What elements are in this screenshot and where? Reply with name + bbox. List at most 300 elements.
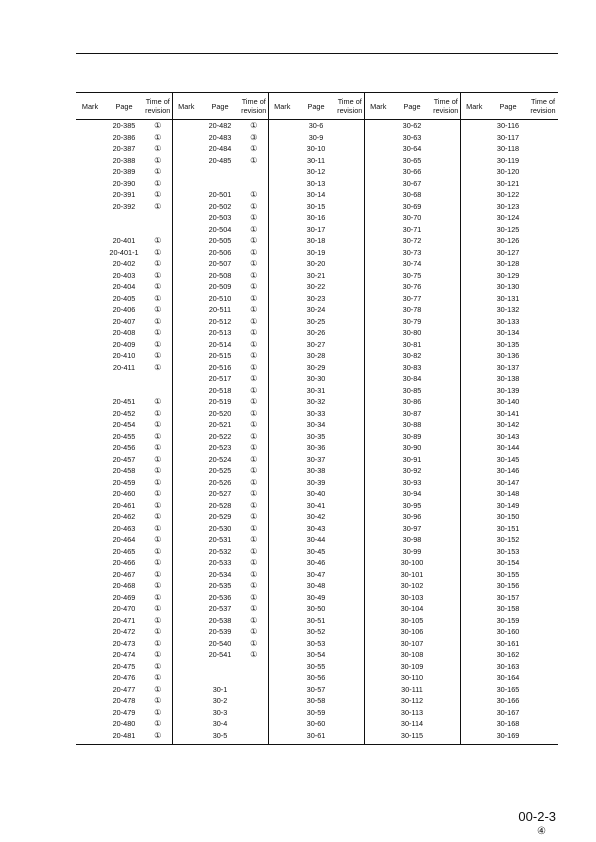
mark-cell <box>268 201 296 213</box>
revision-cell: ① <box>250 535 258 545</box>
mark-cell <box>268 155 296 167</box>
revision-cell <box>432 166 460 178</box>
revision-cell <box>528 385 558 397</box>
mark-cell <box>268 339 296 351</box>
mark-cell <box>76 373 104 385</box>
mark-cell <box>76 477 104 489</box>
mark-cell <box>172 500 200 512</box>
revision-cell: ① <box>154 684 162 694</box>
revision-cell <box>336 258 364 270</box>
page-cell: 20-527 <box>208 489 232 499</box>
mark-cell <box>268 408 296 420</box>
revision-cell <box>528 661 558 673</box>
revision-cell <box>528 488 558 500</box>
mark-cell <box>364 626 392 638</box>
mark-cell <box>268 638 296 650</box>
table-row <box>76 350 558 362</box>
mark-cell <box>76 270 104 282</box>
page-cell: 30-59 <box>306 707 326 717</box>
mark-cell <box>172 224 200 236</box>
table-row <box>76 718 558 730</box>
page-cell: 30-111 <box>401 684 423 694</box>
revision-cell: ① <box>154 121 162 131</box>
revision-cell <box>528 189 558 201</box>
mark-cell <box>268 615 296 627</box>
mark-cell <box>172 258 200 270</box>
mark-cell <box>268 523 296 535</box>
mark-cell <box>76 258 104 270</box>
header-revision-line2: revision <box>530 106 556 115</box>
mark-cell <box>76 132 104 144</box>
table-row <box>76 454 558 466</box>
header-page: Page <box>403 101 421 111</box>
revision-cell <box>528 316 558 328</box>
mark-cell <box>460 626 488 638</box>
page-cell: 30-46 <box>306 558 326 568</box>
page-cell: 20-471 <box>112 615 136 625</box>
page-cell: 30-85 <box>402 385 422 395</box>
table-row <box>76 569 558 581</box>
mark-cell <box>364 557 392 569</box>
table-row <box>76 580 558 592</box>
mark-cell <box>460 316 488 328</box>
page-cell: 20-529 <box>208 512 232 522</box>
revision-cell: ① <box>154 305 162 315</box>
page-cell: 20-466 <box>112 558 136 568</box>
mark-cell <box>268 546 296 558</box>
page-cell: 20-464 <box>112 535 136 545</box>
mark-cell <box>460 546 488 558</box>
page-cell: 20-525 <box>208 466 232 476</box>
mark-cell <box>460 603 488 615</box>
revision-cell <box>240 178 268 190</box>
revision-cell: ① <box>250 408 258 418</box>
table-row <box>76 615 558 627</box>
mark-cell <box>460 201 488 213</box>
mark-cell <box>76 247 104 259</box>
page-cell: 20-469 <box>112 592 136 602</box>
mark-cell <box>172 638 200 650</box>
revision-cell: ① <box>154 638 162 648</box>
revision-cell: ① <box>154 144 162 154</box>
mark-cell <box>268 557 296 569</box>
page-cell: 30-105 <box>400 615 424 625</box>
page-cell: 30-70 <box>402 213 422 223</box>
mark-cell <box>460 615 488 627</box>
page-cell: 30-121 <box>496 178 520 188</box>
mark-cell <box>460 488 488 500</box>
page-cell: 30-165 <box>496 684 520 694</box>
page-cell: 30-84 <box>402 374 422 384</box>
mark-cell <box>364 707 392 719</box>
page-cell: 30-37 <box>306 454 326 464</box>
revision-cell: ① <box>250 328 258 338</box>
mark-cell <box>364 672 392 684</box>
revision-cell: ① <box>250 431 258 441</box>
page-cell: 30-118 <box>496 144 520 154</box>
revision-cell <box>336 235 364 247</box>
mark-cell <box>268 419 296 431</box>
page-cell: 30-158 <box>496 604 520 614</box>
mark-cell <box>268 569 296 581</box>
mark-cell <box>364 247 392 259</box>
page-cell: 30-29 <box>306 362 326 372</box>
page-cell: 20-511 <box>208 305 232 315</box>
revision-cell <box>432 339 460 351</box>
mark-cell <box>460 557 488 569</box>
page-cell: 20-391 <box>112 190 136 200</box>
page-cell: 20-404 <box>112 282 136 292</box>
page-cell: 30-76 <box>402 282 422 292</box>
mark-cell <box>268 672 296 684</box>
mark-cell <box>460 500 488 512</box>
page-cell: 30-32 <box>306 397 326 407</box>
page-cell: 30-40 <box>306 489 326 499</box>
mark-cell <box>76 442 104 454</box>
revision-cell: ① <box>250 454 258 464</box>
mark-cell <box>172 672 200 684</box>
mark-cell <box>268 488 296 500</box>
page-cell: 30-149 <box>496 500 520 510</box>
mark-cell <box>172 304 200 316</box>
mark-cell <box>76 603 104 615</box>
revision-cell <box>528 270 558 282</box>
page-cell: 20-538 <box>208 615 232 625</box>
revision-cell: ① <box>154 546 162 556</box>
page-cell: 30-55 <box>306 661 326 671</box>
mark-cell <box>460 373 488 385</box>
page-cell: 20-402 <box>112 259 136 269</box>
mark-cell <box>76 465 104 477</box>
page-cell: 30-75 <box>402 270 422 280</box>
revision-cell <box>528 626 558 638</box>
mark-cell <box>76 189 104 201</box>
page-cell: 30-9 <box>308 132 324 142</box>
header-mark: Mark <box>172 93 200 120</box>
page-cell: 30-82 <box>402 351 422 361</box>
revision-cell <box>336 569 364 581</box>
revision-cell <box>336 592 364 604</box>
revision-cell <box>432 511 460 523</box>
mark-cell <box>364 270 392 282</box>
mark-cell <box>460 569 488 581</box>
revision-cell <box>528 569 558 581</box>
mark-cell <box>364 385 392 397</box>
mark-cell <box>460 442 488 454</box>
page-cell: 20-460 <box>112 489 136 499</box>
revision-cell <box>432 293 460 305</box>
revision-cell <box>336 488 364 500</box>
page-cell: 30-13 <box>306 178 326 188</box>
page-cell: 30-117 <box>496 132 520 142</box>
table-row <box>76 730 558 745</box>
table-row <box>76 258 558 270</box>
revision-cell <box>528 580 558 592</box>
revision-cell <box>432 258 460 270</box>
header-page: Page <box>115 101 133 111</box>
revision-cell <box>528 419 558 431</box>
revision-cell <box>240 718 268 730</box>
mark-cell <box>172 718 200 730</box>
table-row <box>76 201 558 213</box>
revision-cell <box>432 661 460 673</box>
revision-cell <box>432 178 460 190</box>
page-cell: 30-27 <box>306 339 326 349</box>
page-cell: 30-80 <box>402 328 422 338</box>
mark-cell <box>172 270 200 282</box>
page-cell: 30-161 <box>496 638 520 648</box>
header-revision-line1: Time of <box>433 97 458 106</box>
page-cell: 30-143 <box>496 431 520 441</box>
mark-cell <box>172 339 200 351</box>
mark-cell <box>76 718 104 730</box>
page-cell: 30-124 <box>496 213 520 223</box>
revision-cell <box>528 557 558 569</box>
mark-cell <box>364 546 392 558</box>
table-row <box>76 638 558 650</box>
revision-cell <box>432 304 460 316</box>
page-cell: 30-62 <box>402 121 422 131</box>
page-cell: 30-14 <box>306 190 326 200</box>
revision-cell <box>528 684 558 696</box>
mark-cell <box>364 396 392 408</box>
table-body <box>76 120 558 745</box>
header-revision-line2: revision <box>241 106 267 115</box>
revision-cell: ① <box>154 328 162 338</box>
revision-cell <box>432 431 460 443</box>
page-cell: 30-100 <box>400 558 424 568</box>
page-cell: 30-142 <box>496 420 520 430</box>
mark-cell <box>364 166 392 178</box>
table-row <box>76 603 558 615</box>
revision-cell: ① <box>154 661 162 671</box>
revision-cell: ① <box>154 696 162 706</box>
mark-cell <box>364 327 392 339</box>
revision-cell: ① <box>154 707 162 717</box>
mark-cell <box>76 638 104 650</box>
mark-cell <box>76 431 104 443</box>
mark-cell <box>172 534 200 546</box>
revision-cell <box>432 500 460 512</box>
page-cell: 30-11 <box>306 155 326 165</box>
page-cell: 30-115 <box>400 730 424 740</box>
page-cell: 30-90 <box>402 443 422 453</box>
page-cell: 30-21 <box>306 270 326 280</box>
table-row <box>76 327 558 339</box>
mark-cell <box>460 327 488 339</box>
page-cell: 30-1 <box>212 684 228 694</box>
mark-cell <box>268 511 296 523</box>
revision-cell <box>528 672 558 684</box>
table-row <box>76 442 558 454</box>
header-revision-line1: Time of <box>145 97 170 106</box>
revision-cell <box>336 707 364 719</box>
page-cell: 20-385 <box>112 121 136 131</box>
revision-cell: ① <box>154 201 162 211</box>
revision-cell: ① <box>250 512 258 522</box>
page-cell <box>200 661 240 673</box>
header-time-of-revision <box>336 93 364 120</box>
table-row <box>76 419 558 431</box>
revision-cell <box>336 626 364 638</box>
mark-cell <box>172 293 200 305</box>
revision-cell: ① <box>154 650 162 660</box>
revision-cell: ① <box>154 397 162 407</box>
revision-cell <box>336 316 364 328</box>
page-cell: 30-77 <box>402 293 422 303</box>
header-mark: Mark <box>364 93 392 120</box>
page-cell: 20-389 <box>112 167 136 177</box>
page-cell: 20-532 <box>208 546 232 556</box>
page-cell: 20-507 <box>208 259 232 269</box>
table-row <box>76 557 558 569</box>
mark-cell <box>364 373 392 385</box>
revision-cell <box>528 523 558 535</box>
page-cell: 30-60 <box>306 719 326 729</box>
mark-cell <box>364 649 392 661</box>
header-revision-line2: revision <box>337 106 363 115</box>
page-cell: 30-108 <box>400 650 424 660</box>
revision-cell <box>528 293 558 305</box>
header-page: Page <box>307 101 325 111</box>
revision-cell <box>336 615 364 627</box>
mark-cell <box>364 293 392 305</box>
page-cell: 30-140 <box>496 397 520 407</box>
mark-cell <box>76 419 104 431</box>
mark-cell <box>172 178 200 190</box>
revision-cell <box>144 373 172 385</box>
mark-cell <box>76 684 104 696</box>
revision-cell <box>432 212 460 224</box>
revision-cell: ① <box>250 581 258 591</box>
mark-cell <box>76 408 104 420</box>
revision-cell <box>336 661 364 673</box>
revision-cell: ① <box>250 638 258 648</box>
page-cell: 30-162 <box>496 650 520 660</box>
revision-cell <box>528 212 558 224</box>
mark-cell <box>460 408 488 420</box>
page-cell: 20-459 <box>112 477 136 487</box>
page-cell: 30-120 <box>496 167 520 177</box>
revision-cell <box>528 442 558 454</box>
header-time-of-revision <box>240 93 268 120</box>
page-cell: 30-22 <box>306 282 326 292</box>
revision-cell: ① <box>250 144 258 154</box>
revision-cell <box>528 120 558 132</box>
revision-cell <box>432 132 460 144</box>
revision-cell: ① <box>250 236 258 246</box>
page-cell: 20-515 <box>208 351 232 361</box>
revision-cell: ① <box>250 213 258 223</box>
mark-cell <box>268 592 296 604</box>
revision-cell <box>336 580 364 592</box>
page-cell: 30-89 <box>402 431 422 441</box>
mark-cell <box>172 155 200 167</box>
table-row <box>76 385 558 397</box>
revision-cell <box>336 546 364 558</box>
mark-cell <box>460 293 488 305</box>
page-cell: 20-452 <box>112 408 136 418</box>
revision-cell <box>528 224 558 236</box>
mark-cell <box>364 316 392 328</box>
table-row <box>76 178 558 190</box>
page-cell: 20-386 <box>112 132 136 142</box>
revision-cell: ① <box>250 293 258 303</box>
mark-cell <box>460 695 488 707</box>
page-cell: 30-106 <box>400 627 424 637</box>
mark-cell <box>76 224 104 236</box>
revision-cell <box>336 155 364 167</box>
revision-cell <box>528 707 558 719</box>
revision-cell <box>528 281 558 293</box>
revision-cell: ① <box>250 374 258 384</box>
header-revision-line2: revision <box>433 106 459 115</box>
mark-cell <box>268 385 296 397</box>
page-cell: 30-61 <box>306 730 326 740</box>
page-cell: 20-506 <box>208 247 232 257</box>
mark-cell <box>460 534 488 546</box>
mark-cell <box>268 189 296 201</box>
header-revision-line1: Time of <box>530 97 556 106</box>
page-cell: 30-148 <box>496 489 520 499</box>
revision-cell <box>432 247 460 259</box>
revision-cell <box>432 534 460 546</box>
page-cell: 30-168 <box>496 719 520 729</box>
page-cell: 20-517 <box>208 374 232 384</box>
mark-cell <box>172 569 200 581</box>
revision-cell <box>432 143 460 155</box>
page-cell: 20-405 <box>112 293 136 303</box>
mark-cell <box>268 350 296 362</box>
mark-cell <box>76 488 104 500</box>
revision-cell: ① <box>154 190 162 200</box>
revision-cell <box>432 649 460 661</box>
revision-cell <box>432 385 460 397</box>
revision-cell: ① <box>154 270 162 280</box>
mark-cell <box>76 293 104 305</box>
revision-cell: ① <box>250 558 258 568</box>
page-cell: 30-53 <box>306 638 326 648</box>
mark-cell <box>172 477 200 489</box>
mark-cell <box>268 143 296 155</box>
revision-cell <box>336 477 364 489</box>
page-cell <box>200 178 240 190</box>
page-cell: 20-475 <box>112 661 136 671</box>
mark-cell <box>268 362 296 374</box>
table-row <box>76 132 558 144</box>
page-cell: 20-522 <box>208 431 232 441</box>
page-cell: 30-119 <box>496 155 520 165</box>
mark-cell <box>76 396 104 408</box>
page-cell: 30-86 <box>402 397 422 407</box>
table-row <box>76 431 558 443</box>
mark-cell <box>268 626 296 638</box>
page-cell: 30-74 <box>402 259 422 269</box>
page-cell: 30-34 <box>306 420 326 430</box>
mark-cell <box>460 235 488 247</box>
revision-cell: ① <box>154 178 162 188</box>
mark-cell <box>364 155 392 167</box>
page-cell: 30-54 <box>306 650 326 660</box>
table-row <box>76 500 558 512</box>
mark-cell <box>76 327 104 339</box>
revision-cell <box>432 672 460 684</box>
revision-cell: ① <box>154 443 162 453</box>
revision-cell: ① <box>250 247 258 257</box>
revision-cell: ① <box>154 259 162 269</box>
mark-cell <box>268 258 296 270</box>
table-row <box>76 626 558 638</box>
